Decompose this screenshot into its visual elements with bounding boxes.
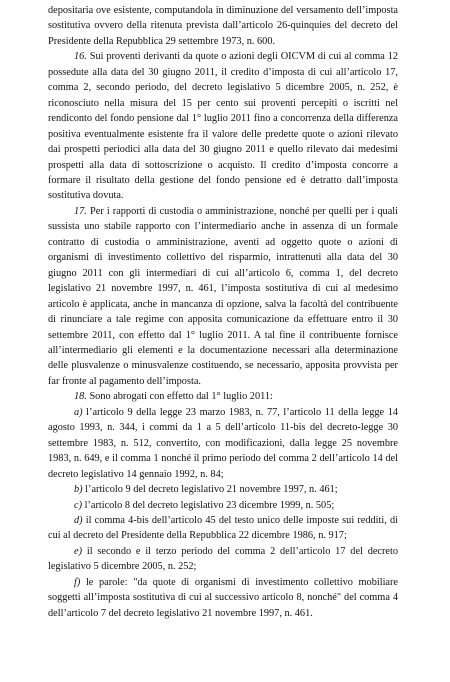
paragraph-17 [48, 204, 398, 389]
paragraph-text: Sono abrogati con effetto dal 1° luglio 2011: [89, 391, 273, 403]
paragraph-text: Per i rapporti di custodia o amministrazione, nonché per quelli per i quali sussista uno stabile rapporto con l’intermediario anche in assenza di un formale contratto di custodia o amministrazione, aventi ad oggetto quote o azioni di organismi di investimento collettivo del risparmio, intrattenuti alla data del 30 giugno 2011 con gli intermediari di cui all’articolo 6, comma 1, del decreto legislativo 21 novembre 1997, n. 461, l’imposta sostitutiva di cui al medesimo articolo è applicata, anche in mancanza di opzione, salva la facoltà del contribuente di rinunciare a tale regime con apposita comunicazione da effettuare entro il 30 settembre 2011, con effetto dal 1° luglio 2011. A tal fine il contribuente fornisce all’intermediario gli elementi e la documentazione necessari alla determinazione delle plusvalenze o minusvalenze costituendo, se necessario, apposita provvista per far fronte al pagamento dell’imposta. [48, 205, 399, 387]
item-letter: b) [74, 484, 83, 496]
list-item-b [48, 482, 398, 497]
list-item-f [48, 575, 398, 621]
item-letter: e) [74, 545, 82, 557]
list-item-c [48, 498, 398, 513]
paragraph-number: 16. [74, 51, 87, 63]
paragraph-number: 18. [74, 391, 87, 403]
item-letter: a) [74, 406, 83, 418]
item-text: il secondo e il terzo periodo del comma 2 dell’articolo 17 del decreto legislativo 5 dicembre 2005, n. 252; [48, 545, 398, 573]
paragraph-number: 17. [74, 205, 87, 217]
item-letter: c) [74, 499, 82, 511]
paragraph-18 [48, 389, 398, 404]
paragraph-text: depositaria ove esistente, computandola in diminuzione del versamento dell’imposta sostitutiva ovvero della ritenuta prevista dall’articolo 26-quinquies del decreto del Presidente della Repubblica 29 settembre 1973, n. 600. [48, 5, 398, 47]
item-text: il comma 4-bis dell’articolo 45 del testo unico delle imposte sui redditi, di cui al decreto del Presidente della Repubblica 22 dicembre 1986, n. 917; [48, 514, 398, 542]
list-item-e [48, 544, 398, 575]
item-letter: d) [74, 514, 83, 526]
item-text: l’articolo 8 del decreto legislativo 23 dicembre 1999, n. 505; [84, 499, 335, 511]
item-text: l’articolo 9 del decreto legislativo 21 novembre 1997, n. 461; [85, 484, 338, 496]
list-item-d [48, 513, 398, 544]
item-text: le parole: "da quote di organismi di investimento collettivo mobiliare soggetti all’imposta sostitutiva di cui al successivo articolo 8, nonché" del comma 4 dell’articolo 7 del decreto legislativo 21 novembre 1997, n. 461. [48, 576, 398, 619]
paragraph-text: Sui proventi derivanti da quote o azioni degli OICVM di cui al comma 12 possedute alla data del 30 giugno 2011, il credito d’imposta di cui all’articolo 17, comma 2, secondo periodo, del decreto legislativo 5 dicembre 2005, n. 252, è riconosciuto nella misura del 15 per cento sui proventi percepiti o iscritti nel rendiconto del fondo pensione dal 1° luglio 2011 fino a concorrenza della differenza positiva eventualmente esistente fra il valore delle predette quote o azioni rilevato dai prospetti periodici alla data del 30 giugno 2011 e quello rilevato dai medesimi prospetti alla data di sottoscrizione o acquisto. Il credito d’imposta concorre a formare il risultato della gestione del fondo pensione ed è detratto dall’imposta sostitutiva dovuta. [48, 51, 398, 202]
paragraph-16 [48, 49, 398, 204]
list-item-a [48, 405, 398, 482]
paragraph-continuation [48, 3, 398, 49]
item-text: l’articolo 9 della legge 23 marzo 1983, n. 77, l’articolo 11 della legge 14 agosto 1993, n. 344, i commi da 1 a 5 dell’articolo 11-bis del decreto-legge 30 settembre 1983, n. 512, convertito, con modificazioni, dalla legge 25 novembre 1983, n. 649, e il comma 1 nonché il primo periodo del comma 2 dell’articolo 14 del decreto legislativo 14 gennaio 1992, n. 84; [48, 406, 398, 480]
item-letter: f) [74, 576, 81, 588]
